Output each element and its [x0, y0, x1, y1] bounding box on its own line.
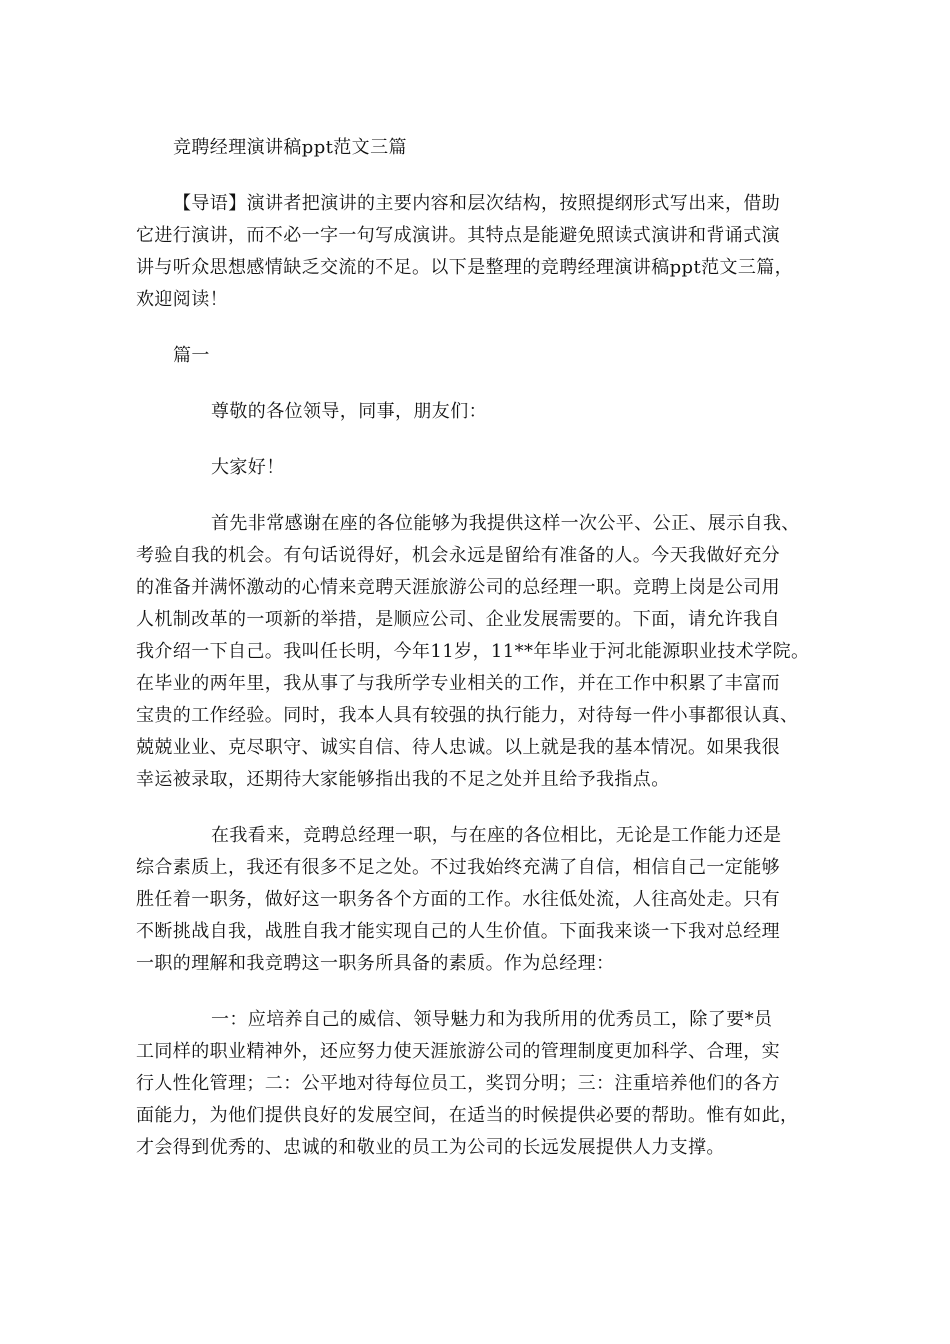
paragraph-line: 胜任着一职务，做好这一职务各个方面的工作。水往低处流，人往高处走。只有 [136, 889, 780, 910]
paragraph-line: 人机制改革的一项新的举措，是顺应公司、企业发展需要的。下面，请允许我自 [136, 609, 780, 630]
paragraph-line: 面能力，为他们提供良好的发展空间，在适当的时候提供必要的帮助。惟有如此， [136, 1105, 799, 1126]
paragraph-line: 的准备并满怀激动的心情来竞聘天涯旅游公司的总经理一职。竞聘上岗是公司用 [136, 577, 780, 598]
paragraph-line: 行人性化管理；二：公平地对待每位员工，奖罚分明；三：注重培养他们的各方 [136, 1073, 780, 1094]
document-title: 竞聘经理演讲稿ppt范文三篇 [173, 137, 407, 158]
intro-line: 讲与听众思想感情缺乏交流的不足。以下是整理的竞聘经理演讲稿ppt范文三篇， [136, 257, 794, 278]
paragraph-line: 不断挑战自我，战胜自我才能实现自己的人生价值。下面我来谈一下我对总经理 [136, 921, 780, 942]
paragraph-line: 一：应培养自己的威信、领导魅力和为我所用的优秀员工，除了要*员 [211, 1009, 773, 1030]
section-heading: 篇一 [173, 345, 210, 366]
paragraph-line: 在毕业的两年里，我从事了与我所学专业相关的工作，并在工作中积累了丰富而 [136, 673, 780, 694]
paragraph-line: 一职的理解和我竞聘这一职务所具备的素质。作为总经理： [136, 953, 615, 974]
paragraph-line: 宝贵的工作经验。同时，我本人具有较强的执行能力，对待每一件小事都很认真、 [136, 705, 799, 726]
paragraph-line: 工同样的职业精神外，还应努力使天涯旅游公司的管理制度更加科学、合理，实 [136, 1041, 780, 1062]
intro-line: 欢迎阅读！ [136, 289, 228, 310]
intro-line: 它进行演讲，而不必一字一句写成演讲。其特点是能避免照读式演讲和背诵式演 [136, 225, 780, 246]
paragraph-line: 考验自我的机会。有句话说得好，机会永远是留给有准备的人。今天我做好充分 [136, 545, 780, 566]
salutation: 尊敬的各位领导，同事，朋友们： [211, 401, 487, 422]
paragraph-line: 幸运被录取，还期待大家能够指出我的不足之处并且给予我指点。 [136, 769, 670, 790]
body-paragraph-2 [136, 820, 820, 980]
paragraph-line: 综合素质上，我还有很多不足之处。不过我始终充满了自信，相信自己一定能够 [136, 857, 780, 878]
body-paragraph-3 [136, 1004, 820, 1164]
document-body [136, 132, 820, 1188]
greeting: 大家好！ [211, 457, 285, 478]
paragraph-line: 我介绍一下自己。我叫任长明，今年11岁，11**年毕业于河北能源职业技术学院。 [136, 641, 810, 662]
paragraph-line: 才会得到优秀的、忠诚的和敬业的员工为公司的长远发展提供人力支撑。 [136, 1137, 725, 1158]
body-paragraph-1 [136, 508, 820, 796]
intro-paragraph [136, 188, 820, 316]
paragraph-line: 首先非常感谢在座的各位能够为我提供这样一次公平、公正、展示自我、 [211, 513, 800, 534]
paragraph-line: 兢兢业业、克尽职守、诚实自信、待人忠诚。以上就是我的基本情况。如果我很 [136, 737, 780, 758]
paragraph-line: 在我看来，竞聘总经理一职，与在座的各位相比，无论是工作能力还是 [211, 825, 782, 846]
intro-line: 【导语】演讲者把演讲的主要内容和层次结构，按照提纲形式写出来，借助 [173, 193, 781, 214]
